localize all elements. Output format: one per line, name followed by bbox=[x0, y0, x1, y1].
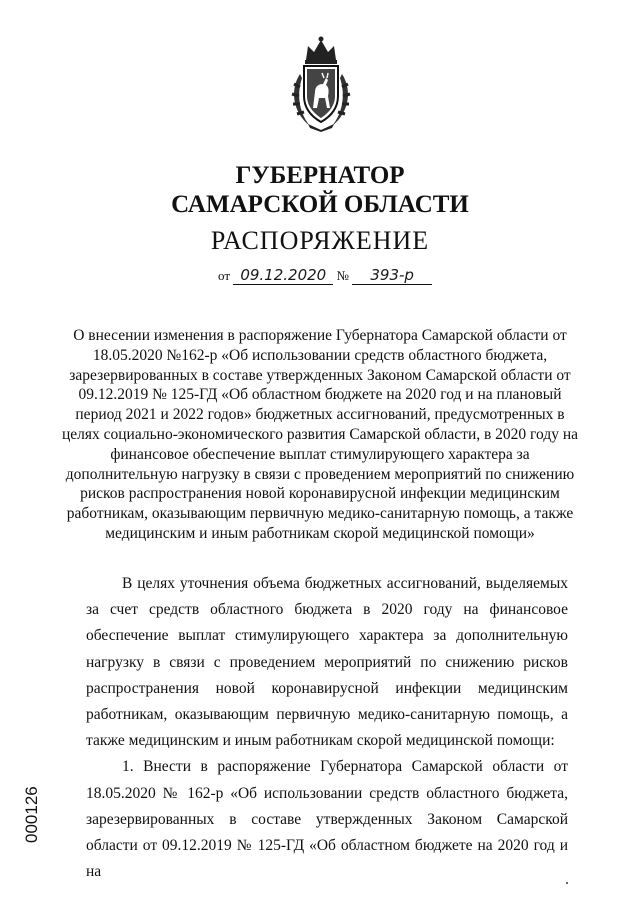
coat-of-arms-icon bbox=[288, 34, 354, 132]
body-paragraph: 1. Внести в распоряжение Губернатора Самарской области от 18.05.2020 № 162-р «Об использовании средств областного бюджета, зарезервированных в составе утвержденных Законом Самарской области от 09.12.2019 № 125-ГД «Об областном бюджете на 2020 год и на bbox=[86, 758, 568, 881]
document-subject: О внесении изменения в распоряжение Губернатора Самарской области от 18.05.2020 №162-р «Об использовании средств областного бюджета, зарезервированных в составе утвержденных Законом Самарской области от 09.12.2019 № 125-ГД «Об областном бюджете на 2020 год и на плановый период 2021 и 2022 годов» бюджетных ассигнований, предусмотренных в целях социально-экономического развития Самарской области, в 2020 году на финансовое обеспечение выплат стимулирующего характера за дополнительную нагрузку в связи с проведением мероприятий по снижению рисков распространения новой коронавирусной инфекции медицинским работникам, оказывающим первичную медико-санитарную помощь, а также медицинским и иным работникам скорой медицинской помощи» bbox=[61, 327, 579, 542]
document-body bbox=[86, 571, 568, 885]
scan-speck bbox=[566, 882, 568, 884]
date-from-label: от bbox=[218, 268, 231, 283]
body-paragraph: В целях уточнения объема бюджетных ассигнований, выделяемых за счет средств областного бюджета в 2020 году на финансовое обеспечение выплат стимулирующего характера за дополнительную нагрузку в связи с проведением мероприятий по снижению рисков распространения новой коронавирусной инфекции медицинским работникам, оказывающим первичную медико-санитарную помощь, а также медицинским и иным работникам скорой медицинской помощи: bbox=[86, 575, 568, 750]
handwritten-date: 09.12.2020 bbox=[233, 266, 333, 285]
handwritten-number: 393-р bbox=[352, 266, 432, 285]
authority-title-line1: ГУБЕРНАТОР bbox=[235, 162, 405, 189]
number-label: № bbox=[336, 268, 349, 283]
document-type-heading: РАСПОРЯЖЕНИЕ bbox=[210, 226, 430, 255]
margin-registration-number: 000126 bbox=[22, 786, 41, 844]
date-number-line bbox=[218, 266, 432, 285]
authority-title-line2: САМАРСКОЙ ОБЛАСТИ bbox=[171, 191, 469, 218]
